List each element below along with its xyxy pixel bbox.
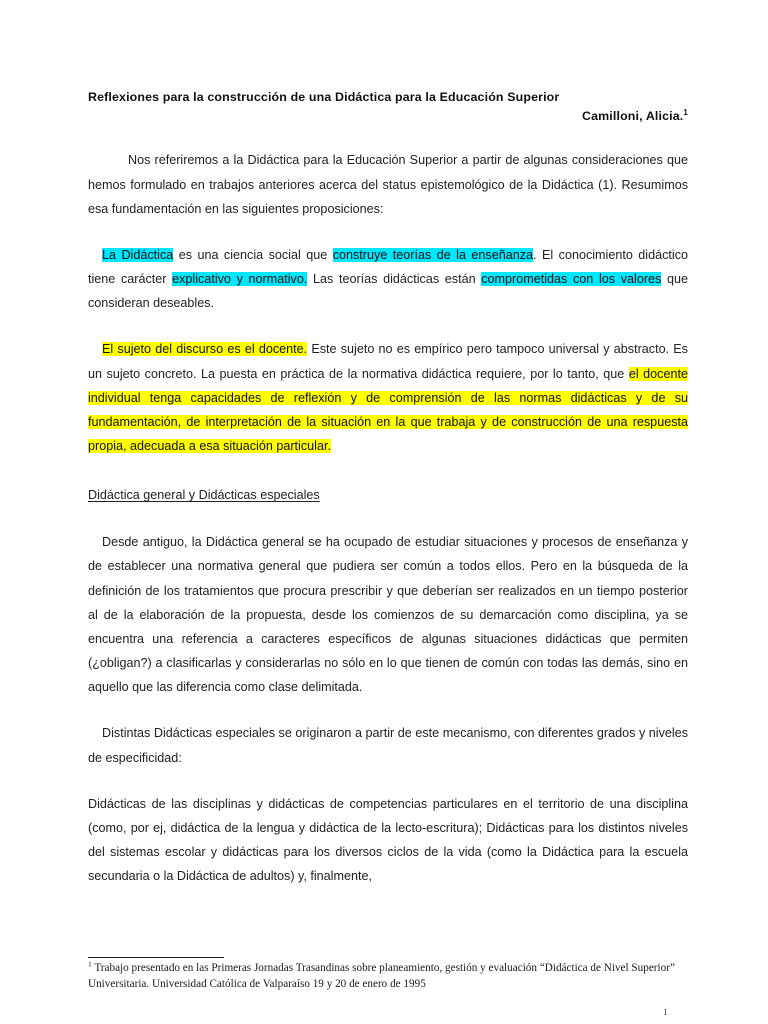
footnote-separator-rule bbox=[88, 957, 224, 958]
author-name: Camilloni, Alicia. bbox=[582, 109, 684, 124]
paragraph-special-text: Distintas Didácticas especiales se originaron a partir de este mecanismo, con diferentes grados y niveles de especificidad: bbox=[88, 726, 688, 765]
paragraph-general-text: Desde antiguo, la Didáctica general se ha ocupado de estudiar situaciones y procesos de enseñanza y de establecer una normativa general que pudiera ser común a todos ellos. Pero en la búsqueda de la definición de los tratamientos que procura prescribir y que deberían ser realizados en un tiempo posterior al de la elaboración de la propuesta, desde los comienzos de su demarcación como disciplina, ya se encuentra una referencia a caracteres específicos de algunas situaciones didácticas que permiten (¿obligan?) a clasificarlas y considerarlas no sólo en lo que tienen de común con todas las demás, sino en aquello que las diferencia como clase delimitada. bbox=[88, 535, 688, 695]
highlight-capacidades-reflexion: el docente individual tenga capacidades de reflexión y de comprensión de las normas didácticas y de su fundamentación, de interpretación de la situación en la que trabaja y de construcción de una respuesta propia, adecuada a esa situación particular. bbox=[88, 366, 688, 454]
proposition-text-3: Las teorías didácticas están bbox=[307, 272, 482, 287]
subject-text-1: Este sujeto no es empírico pero tampoco universal y abstracto. Es un sujeto concreto. La puesta en práctica de la normativa didáctica requiere, por lo tanto, que bbox=[88, 342, 688, 381]
paragraph-disciplines-text: Didácticas de las disciplinas y didácticas de competencias particulares en el territorio de una disciplina (como, por ej, didáctica de la lengua y didáctica de la lecto-escritura); Didácticas para los distintos niveles del sistemas escolar y didácticas para los diversos ciclos de la vida (como la Didáctica para la escuela secundaria o la Didáctica de adultos) y, finalmente, bbox=[88, 796, 688, 884]
document-author bbox=[88, 107, 688, 126]
page-number: 1 bbox=[663, 1007, 668, 1017]
paragraph-special bbox=[88, 721, 688, 769]
highlight-comprometidas-valores: comprometidas con los valores bbox=[481, 272, 662, 287]
highlight-construye-teorias: construye teorías de la enseñanza bbox=[332, 247, 534, 262]
paragraph-subject bbox=[88, 337, 688, 458]
highlight-explicativo-normativo: explicativo y normativo. bbox=[172, 272, 308, 287]
paragraph-general bbox=[88, 530, 688, 699]
paragraph-disciplines bbox=[88, 792, 688, 889]
highlight-la-didactica: La Didáctica bbox=[102, 247, 174, 262]
paragraph-intro bbox=[88, 148, 688, 221]
paragraph-proposition bbox=[88, 243, 688, 316]
page-title: Reflexiones para la construcción de una Didáctica para la Educación Superior bbox=[88, 90, 560, 104]
highlight-sujeto-docente: El sujeto del discurso es el docente. bbox=[102, 342, 308, 357]
proposition-text-4: que consideran deseables. bbox=[88, 272, 688, 311]
footnote-text: Trabajo presentado en las Primeras Jornadas Trasandinas sobre planeamiento, gestión y evaluación “Didáctica de Nivel Superior” Universitaria. Universidad Católica de Valparaíso 19 y 20 de enero de 1995 bbox=[88, 962, 675, 990]
document-body bbox=[88, 88, 688, 888]
footnote-reference-marker: 1 bbox=[683, 108, 688, 118]
proposition-text-2: . El conocimiento didáctico tiene carácter bbox=[88, 247, 689, 287]
footnote-area bbox=[88, 957, 688, 993]
section-heading-didactica-general: Didáctica general y Didácticas especiales bbox=[88, 488, 320, 503]
footnote-marker: 1 bbox=[88, 959, 92, 969]
proposition-text-1: es una ciencia social que bbox=[173, 247, 333, 262]
footnote bbox=[88, 961, 688, 993]
paragraph-intro-text: Nos referiremos a la Didáctica para la Educación Superior a partir de algunas consideraciones que hemos formulado en trabajos anteriores acerca del status epistemológico de la Didáctica (1). Resumimos esa fundamentación en las siguientes proposiciones: bbox=[88, 153, 688, 216]
